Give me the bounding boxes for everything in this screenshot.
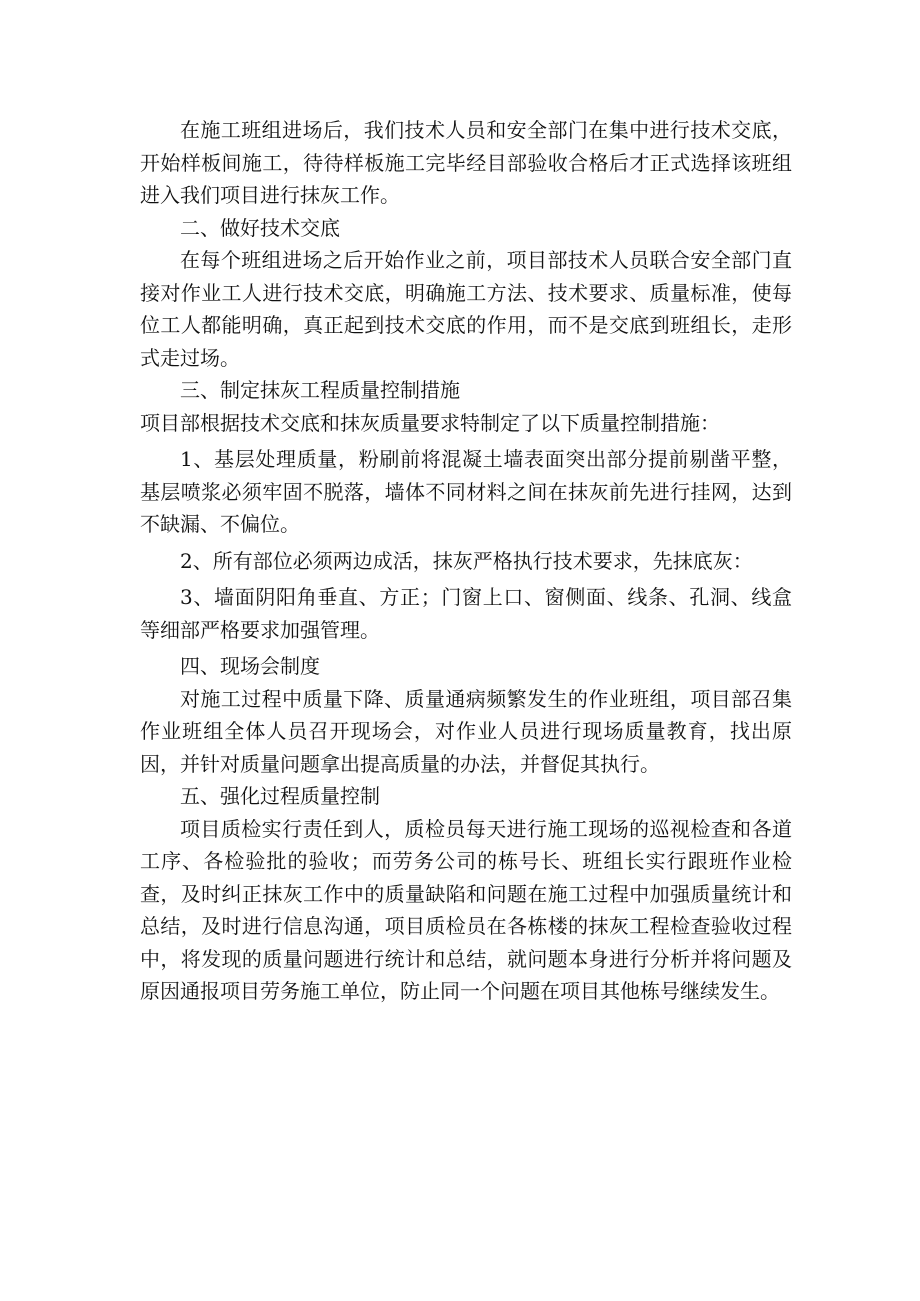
- paragraph-site-meeting: 对施工过程中质量下降、质量通病频繁发生的作业班组，项目部召集作业班组全体人员召开现场会，对作业人员进行现场质量教育，找出原因，并针对质量问题拿出提高质量的办法，并督促其执行。: [140, 686, 792, 776]
- document-body: [140, 114, 792, 1008]
- list-item-two-side-finish: 2、所有部位必须两边成活，抹灰严格执行技术要求，先抹底灰：: [180, 548, 753, 573]
- list-item-corners-details: 3、墙面阴阳角垂直、方正；门窗上口、窗侧面、线条、孔洞、线盒等细部严格要求加强管理。: [140, 585, 792, 642]
- paragraph-process-control: 项目质检实行责任到人，质检员每天进行施工现场的巡视检查和各道工序、各检验批的验收；而劳务公司的栋号长、班组长实行跟班作业检查，及时纠正抹灰工作中的质量缺陷和问题在施工过程中加强质量统计和总结，及时进行信息沟通，项目质检员在各栋楼的抹灰工程检查验收过程中，将发现的质量问题进行统计和总结，就问题本身进行分析并将问题及原因通报项目劳务施工单位，防止同一个问题在项目其他栋号继续发生。: [140, 816, 792, 1003]
- paragraph-intro: 在施工班组进场后，我们技术人员和安全部门在集中进行技术交底，开始样板间施工，待待样板施工完毕经目部验收合格后才正式选择该班组进入我们项目进行抹灰工作。: [140, 118, 792, 207]
- list-item-base-treatment: 1、基层处理质量，粉刷前将混凝土墙表面突出部分提前剔凿平整，基层喷浆必须牢固不脱落，墙体不同材料之间在抹灰前先进行挂网，达到不缺漏、不偏位。: [140, 447, 792, 536]
- heading-site-meeting: 四、现场会制度: [180, 654, 320, 678]
- heading-quality-measures: 三、制定抹灰工程质量控制措施: [180, 378, 460, 402]
- paragraph-technical-briefing: 在每个班组进场之后开始作业之前，项目部技术人员联合安全部门直接对作业工人进行技术交底，明确施工方法、技术要求、质量标准，使每位工人都能明确，真正起到技术交底的作用，而不是交底到班组长，走形式走过场。: [140, 248, 792, 370]
- heading-process-control: 五、强化过程质量控制: [180, 784, 380, 808]
- heading-technical-briefing: 二、做好技术交底: [180, 215, 340, 240]
- paragraph-quality-measures-intro: 项目部根据技术交底和抹灰质量要求特制定了以下质量控制措施：: [140, 410, 720, 435]
